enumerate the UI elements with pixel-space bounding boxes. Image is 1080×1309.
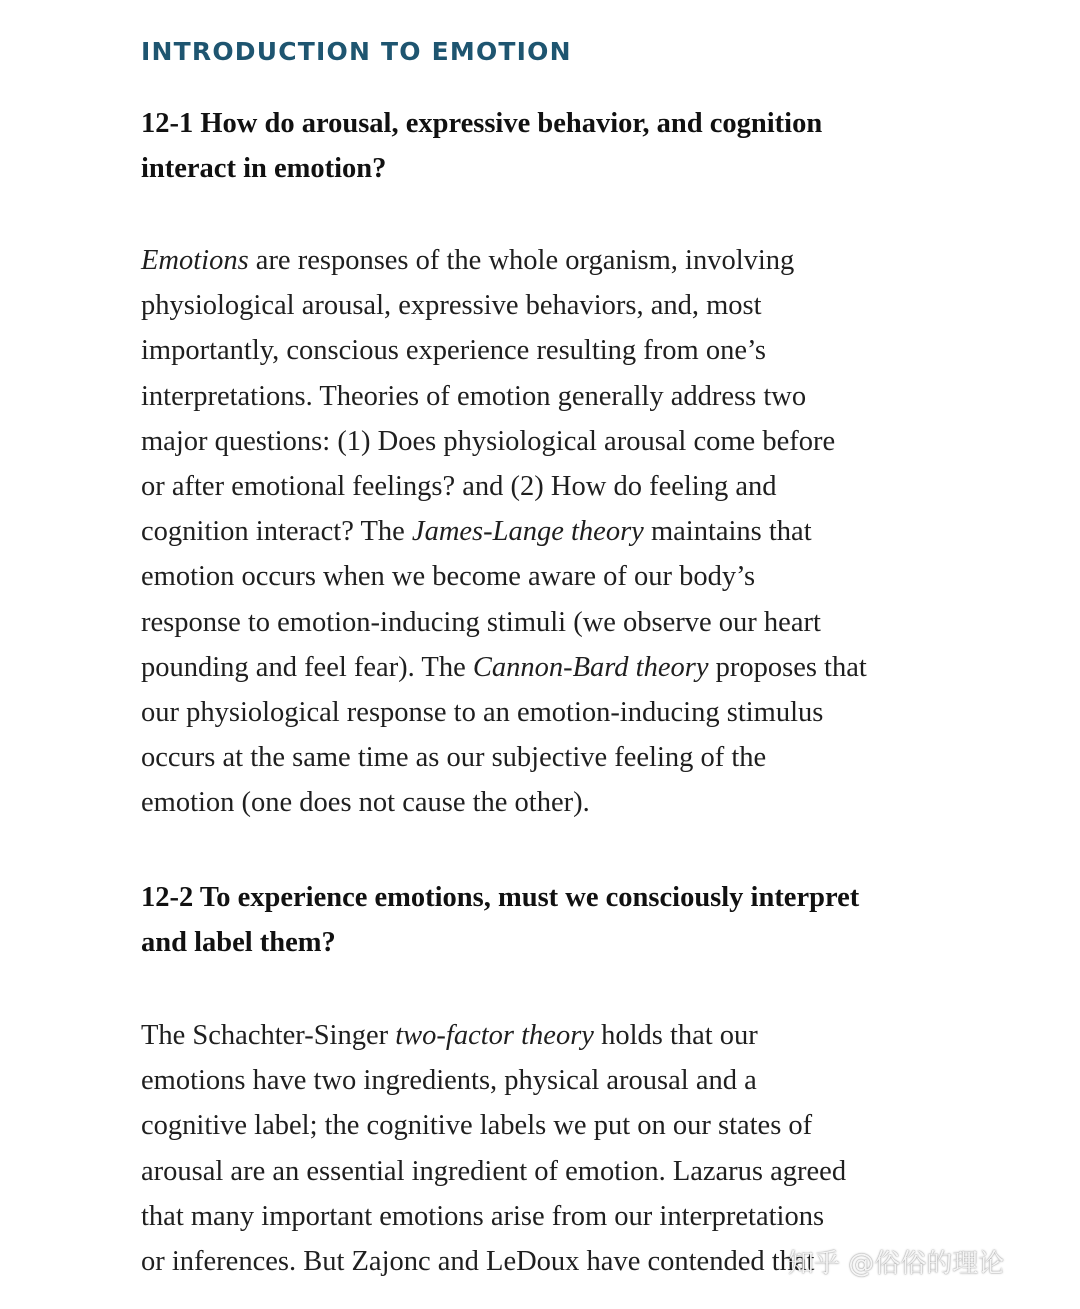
paragraph-line: or inferences. But Zajonc and LeDoux have contended that (141, 1246, 815, 1278)
term-cannon-bard: Cannon-Bard theory (472, 651, 709, 683)
watermark: 知乎 @俗俗的理论 (788, 1249, 1005, 1279)
paragraph-line: major questions: (1) Does physiological arousal come before (141, 425, 836, 457)
question-line: 12-2 To experience emotions, must we consciously interpret (141, 882, 860, 913)
paragraph-emotion-theories (141, 238, 951, 826)
paragraph-line: emotion (one does not cause the other). (141, 787, 590, 819)
term-two-factor: two-factor theory (395, 1020, 594, 1051)
line-text: The Schachter-Singer (141, 1020, 396, 1051)
term-james-lange: James-Lange theory (411, 516, 644, 548)
question-line: interact in emotion? (141, 153, 387, 184)
question-12-2 (141, 875, 951, 965)
term-emotions: Emotions (141, 245, 249, 276)
paragraph-line: physiological arousal, expressive behaviors, and, most (141, 290, 762, 322)
paragraph-line: interpretations. Theories of emotion generally address two (141, 380, 807, 412)
paragraph-line: emotion occurs when we become aware of our body’s (141, 561, 756, 593)
paragraph-line: or after emotional feelings? and (2) How do feeling and (141, 471, 777, 503)
paragraph-line (141, 645, 951, 690)
paragraph-line (141, 238, 951, 283)
paragraph-line (141, 1013, 951, 1058)
line-text: maintains that (643, 516, 812, 548)
paragraph-line: that many important emotions arise from our interpretations (141, 1200, 825, 1232)
question-line: 12-1 How do arousal, expressive behavior, and cognition (141, 108, 823, 139)
paragraph-line: response to emotion-inducing stimuli (we observe our heart (141, 606, 821, 638)
paragraph-line: our physiological response to an emotion-inducing stimulus (141, 697, 824, 729)
line-text: cognition interact? The (141, 516, 412, 548)
question-12-1 (141, 101, 951, 191)
paragraph-line (141, 509, 951, 554)
question-line: and label them? (141, 927, 336, 958)
line-text: proposes that (708, 651, 867, 683)
paragraph-line: importantly, conscious experience resulting from one’s (141, 335, 766, 367)
paragraph-line: arousal are an essential ingredient of emotion. Lazarus agreed (141, 1155, 847, 1187)
paragraph-line: cognitive label; the cognitive labels we put on our states of (141, 1110, 813, 1142)
section-heading: INTRODUCTION TO EMOTION (141, 37, 572, 66)
line-text: pounding and feel fear). The (141, 651, 473, 683)
paragraph-line: emotions have two ingredients, physical arousal and a (141, 1065, 757, 1097)
line-text: are responses of the whole organism, involving (248, 245, 795, 276)
paragraph-line: occurs at the same time as our subjective feeling of the (141, 742, 767, 774)
line-text: holds that our (593, 1020, 758, 1051)
